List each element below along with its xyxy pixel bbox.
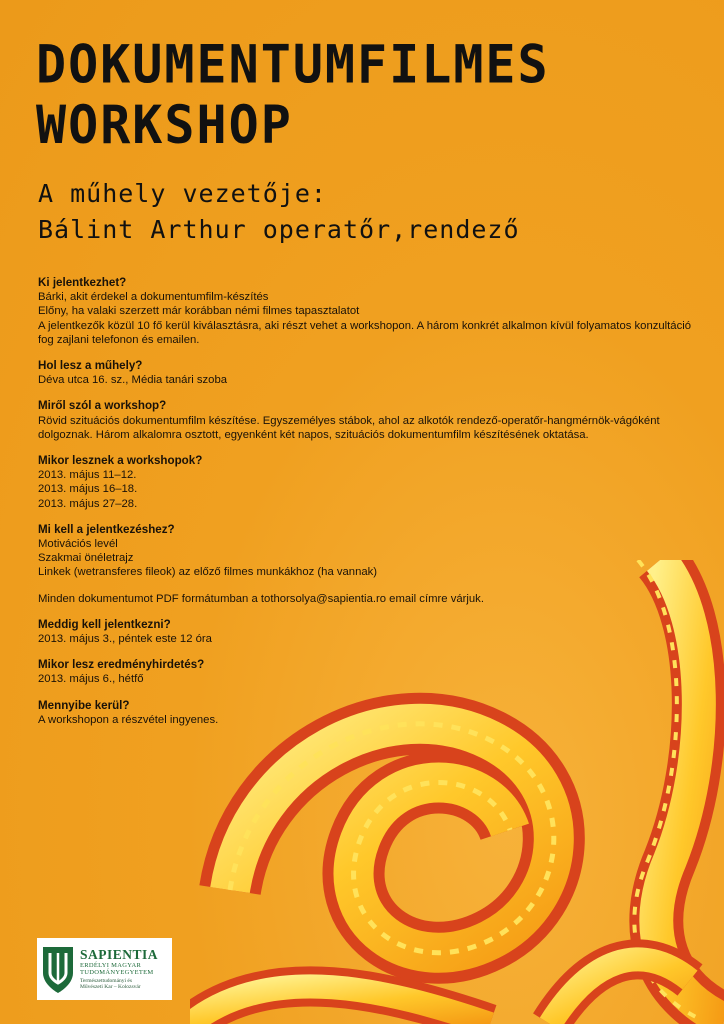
section-line: 2013. május 3., péntek este 12 óra (38, 633, 212, 646)
section-about (38, 399, 698, 442)
logo-line4: Természettudományi és (80, 978, 133, 985)
section-line: 2013. május 6., hétfő (38, 673, 144, 686)
section-heading: Ki jelentkezhet? (38, 276, 127, 289)
section-line: 2013. május 11–12. (38, 469, 137, 482)
section-line: Déva utca 16. sz., Média tanári szoba (38, 374, 228, 387)
logo-line3: TUDOMÁNYEGYETEM (80, 968, 154, 976)
section-line: A workshopon a részvétel ingyenes. (38, 713, 219, 726)
section-line: Linkek (wetransferes fileok) az előző filmes munkákhoz (ha vannak) (38, 566, 378, 579)
section-heading: Meddig kell jelentkezni? (38, 617, 171, 631)
subtitle-line-2: Bálint Arthur operatőr,rendező (38, 215, 520, 244)
section-heading: Mennyibe kerül? (38, 698, 130, 712)
email-note: Minden dokumentumot PDF formátumban a tothorsolya@sapientia.ro email címre várjuk. (38, 592, 484, 605)
title-line-2: WORKSHOP (36, 94, 293, 156)
section-heading: Hol lesz a műhely? (38, 359, 143, 373)
poster-subtitle (38, 176, 520, 248)
section-line: Rövid szituációs dokumentumfilm készítése. Egyszemélyes stábok, ahol az alkotók rendező-operatőr-hangmérnök-vágóként dolgoznak. Három alkalomra osztott, egyenként két napos, szituációs dokumentumfilm készítésének oktatása. (38, 414, 660, 441)
title-line-1: DOKUMENTUMFILMES (36, 34, 550, 95)
sapientia-logo (37, 938, 172, 1000)
film-reel-illustration (190, 560, 724, 1024)
section-line: Szakmai önéletrajz (38, 552, 134, 565)
section-line: Motivációs levél (38, 538, 118, 551)
section-heading: Mikor lesz eredményhirdetés? (38, 658, 205, 672)
logo-line5: Művészeti Kar – Kolozsvár (80, 983, 141, 990)
section-line: Bárki, akit érdekel a dokumentumfilm-készítés (38, 291, 269, 304)
section-line: Előny, ha valaki szerzett már korábban némi filmes tapasztalatot (38, 305, 360, 318)
section-heading: Mikor lesznek a workshopok? (38, 454, 203, 468)
section-heading: Miről szól a workshop? (38, 399, 167, 413)
sapientia-shield-icon (41, 943, 75, 995)
section-line: A jelentkezők közül 10 fő kerül kiválasztásra, aki részt vehet a workshopon. A három konkrét alkalmon kívül folyamatos konzultáció fog zajlani telefonon és emailen. (38, 319, 692, 346)
section-line: 2013. május 16–18. (38, 483, 138, 496)
section-heading: Mi kell a jelentkezéshez? (38, 522, 175, 536)
section-line: 2013. május 27–28. (38, 497, 138, 510)
poster-title (36, 34, 550, 156)
subtitle-line-1: A műhely vezetője: (38, 179, 327, 208)
section-where (38, 359, 698, 387)
logo-name: SAPIENTIA (80, 946, 159, 962)
logo-line2: ERDÉLYI MAGYAR (80, 962, 142, 970)
section-who (38, 276, 698, 347)
section-when (38, 454, 698, 511)
